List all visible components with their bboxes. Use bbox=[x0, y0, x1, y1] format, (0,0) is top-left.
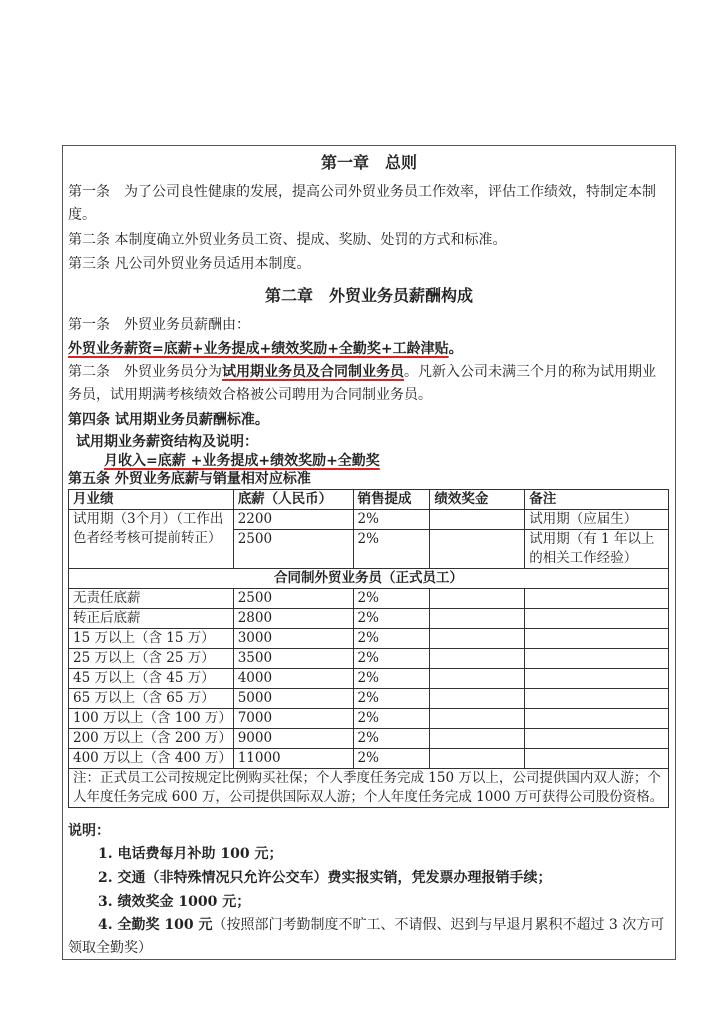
table-row bbox=[69, 589, 669, 609]
header-note: 备注 bbox=[525, 490, 669, 510]
bonus-cell bbox=[430, 589, 525, 609]
note-cell: 试用期（应届生） bbox=[525, 510, 669, 530]
perf-cell: 25 万以上（含 25 万） bbox=[69, 649, 234, 669]
salary-cell: 2200 bbox=[233, 510, 353, 530]
perf-cell: 无责任底薪 bbox=[69, 589, 234, 609]
article2-pre: 第二条 外贸业务员分为 bbox=[68, 364, 222, 380]
commission-cell: 2% bbox=[353, 530, 430, 569]
salary-formula-text: 外贸业务薪资=底薪+业务提成+绩效奖励+全勤奖+工龄津贴 bbox=[68, 341, 449, 357]
bonus-cell bbox=[430, 749, 525, 769]
commission-cell: 2% bbox=[353, 709, 430, 729]
table-row bbox=[69, 749, 669, 769]
header-commission: 销售提成 bbox=[353, 490, 430, 510]
explain-item-1: 1. 电话费每月补助 100 元； bbox=[98, 846, 283, 862]
table-note: 注：正式员工公司按规定比例购买社保；个人季度任务完成 150 万以上，公司提供国内双人游；个人年度任务完成 600 万，公司提供国际双人游；个人年度任务完成 1000 万可获得公司股份资格。 bbox=[69, 769, 669, 808]
salary-cell: 9000 bbox=[233, 729, 353, 749]
bonus-cell bbox=[430, 709, 525, 729]
salary-cell: 4000 bbox=[233, 669, 353, 689]
table-row bbox=[69, 629, 669, 649]
commission-cell: 2% bbox=[353, 629, 430, 649]
salary-cell: 3500 bbox=[233, 649, 353, 669]
note-cell: 试用期（有 1 年以上的相关工作经验） bbox=[525, 530, 669, 569]
perf-cell: 转正后底薪 bbox=[69, 609, 234, 629]
commission-cell: 2% bbox=[353, 669, 430, 689]
bonus-cell bbox=[430, 609, 525, 629]
commission-cell: 2% bbox=[353, 609, 430, 629]
chapter1-article1: 第一条 为了公司良性健康的发展，提高公司外贸业务员工作效率，评估工作绩效，特制定本制度。 bbox=[68, 184, 656, 223]
table-row bbox=[69, 649, 669, 669]
trial-formula: 月收入=底薪 +业务提成+绩效奖励+全勤奖 bbox=[104, 453, 380, 469]
salary-cell: 7000 bbox=[233, 709, 353, 729]
salary-cell: 5000 bbox=[233, 689, 353, 709]
note-cell bbox=[525, 609, 669, 629]
chapter2-article5: 第五条 外贸业务底薪与销量相对应标准 bbox=[68, 471, 311, 487]
perf-cell: 200 万以上（含 200 万） bbox=[69, 729, 234, 749]
note-row bbox=[69, 769, 669, 808]
salary-table bbox=[68, 489, 669, 808]
trial-period-cell: 试用期（3个月）（工作出色者经考核可提前转正） bbox=[69, 510, 234, 569]
explain-title: 说明： bbox=[68, 823, 110, 839]
note-cell bbox=[525, 629, 669, 649]
explain-item-2: 2. 交通（非特殊情况只允许公交车）费实报实销，凭发票办理报销手续； bbox=[98, 870, 552, 886]
salary-cell: 2800 bbox=[233, 609, 353, 629]
salary-cell: 11000 bbox=[233, 749, 353, 769]
perf-cell: 100 万以上（含 100 万） bbox=[69, 709, 234, 729]
bonus-cell bbox=[430, 689, 525, 709]
chapter2-article1: 第一条 外贸业务员薪酬由： bbox=[68, 317, 250, 333]
table-row bbox=[69, 510, 669, 530]
article2-post: 。凡新入公司未满三个月的称为试用期业务员，试用期满考核绩效合格被公司聘用为合同制业务员。 bbox=[68, 364, 656, 403]
bonus-cell bbox=[430, 629, 525, 649]
perf-cell: 15 万以上（含 15 万） bbox=[69, 629, 234, 649]
salary-formula bbox=[68, 338, 668, 361]
bonus-cell bbox=[430, 510, 525, 530]
chapter1-title: 第一章 总则 bbox=[320, 153, 417, 172]
perf-cell: 400 万以上（含 400 万） bbox=[69, 749, 234, 769]
explain-item-3: 3. 绩效奖金 1000 元； bbox=[98, 894, 251, 910]
chapter1-article3: 第三条 凡公司外贸业务员适用本制度。 bbox=[68, 256, 311, 272]
chapter2-article4: 第四条 试用期业务员薪酬标准。 bbox=[68, 412, 269, 428]
note-cell bbox=[525, 729, 669, 749]
table-row bbox=[69, 709, 669, 729]
note-cell bbox=[525, 749, 669, 769]
table-row bbox=[69, 609, 669, 629]
commission-cell: 2% bbox=[353, 689, 430, 709]
table-row bbox=[69, 729, 669, 749]
commission-cell: 2% bbox=[353, 589, 430, 609]
commission-cell: 2% bbox=[353, 749, 430, 769]
bonus-cell bbox=[430, 530, 525, 569]
article2-underlined: 试用期业务员及合同制业务员 bbox=[222, 364, 404, 380]
perf-cell: 65 万以上（含 65 万） bbox=[69, 689, 234, 709]
perf-cell: 45 万以上（含 45 万） bbox=[69, 669, 234, 689]
commission-cell: 2% bbox=[353, 649, 430, 669]
chapter2-article2 bbox=[68, 361, 668, 407]
note-cell bbox=[525, 709, 669, 729]
item4-bold: 4. 全勤奖 100 元 bbox=[98, 917, 213, 933]
section-row bbox=[69, 569, 669, 589]
commission-cell: 2% bbox=[353, 510, 430, 530]
note-cell bbox=[525, 689, 669, 709]
header-perf: 月业绩 bbox=[69, 490, 234, 510]
salary-cell: 2500 bbox=[233, 589, 353, 609]
section-title: 合同制外贸业务员（正式员工） bbox=[69, 569, 669, 589]
explain-item-4 bbox=[68, 914, 668, 960]
chapter1-article2: 第二条 本制度确立外贸业务员工资、提成、奖励、处罚的方式和标准。 bbox=[68, 232, 507, 248]
bonus-cell bbox=[430, 729, 525, 749]
note-cell bbox=[525, 649, 669, 669]
table-header-row bbox=[69, 490, 669, 510]
commission-cell: 2% bbox=[353, 729, 430, 749]
header-bonus: 绩效奖金 bbox=[430, 490, 525, 510]
table-row bbox=[69, 689, 669, 709]
salary-cell: 3000 bbox=[233, 629, 353, 649]
item4-rest: （按照部门考勤制度不旷工、不请假、迟到与早退月累积不超过 3 次方可领取全勤奖） bbox=[68, 917, 665, 956]
chapter2-title: 第二章 外贸业务员薪酬构成 bbox=[264, 286, 473, 305]
header-salary: 底薪（人民币） bbox=[233, 490, 353, 510]
bonus-cell bbox=[430, 649, 525, 669]
table-row bbox=[69, 669, 669, 689]
bonus-cell bbox=[430, 669, 525, 689]
salary-formula-end: 。 bbox=[448, 341, 463, 357]
trial-label: 试用期业务薪资结构及说明： bbox=[76, 434, 258, 450]
salary-cell: 2500 bbox=[233, 530, 353, 569]
note-cell bbox=[525, 589, 669, 609]
note-cell bbox=[525, 669, 669, 689]
